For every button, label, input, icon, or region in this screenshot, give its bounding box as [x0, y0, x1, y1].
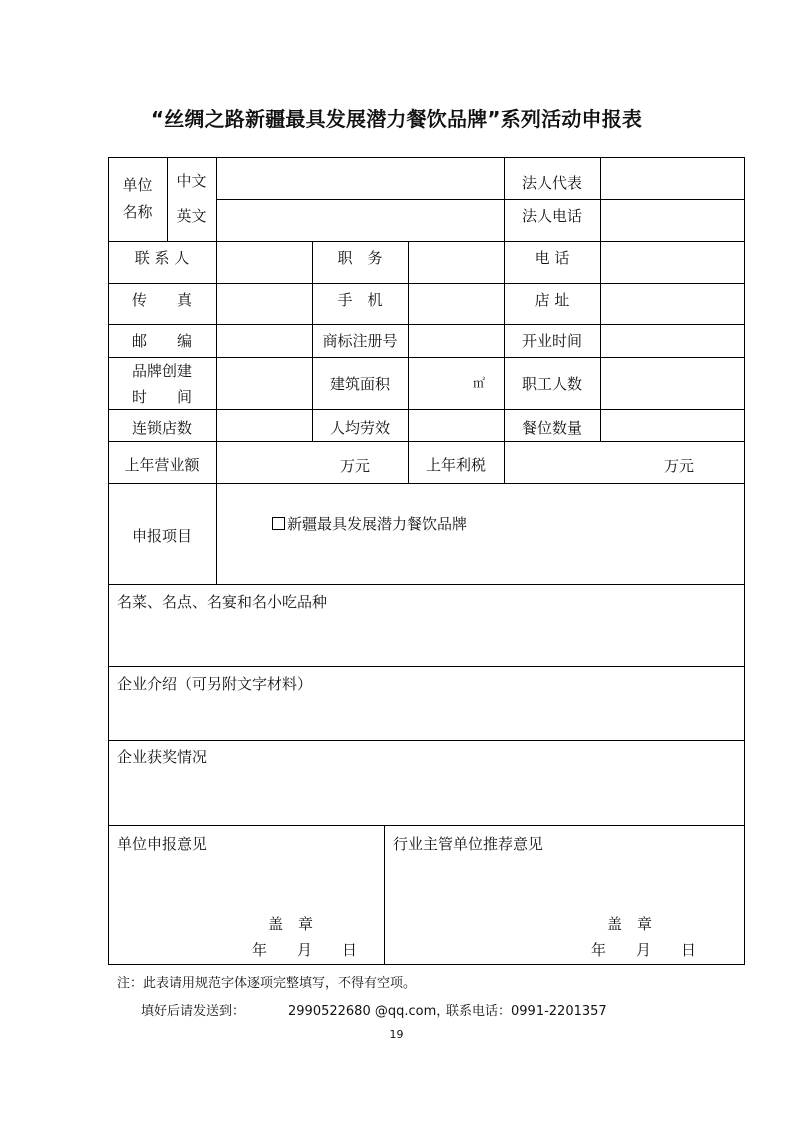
apply-item-option-label: 新疆最具发展潜力餐饮品牌 — [287, 515, 468, 533]
contact-email[interactable]: 2990522680 @qq.com， — [288, 1004, 450, 1019]
english-name-field[interactable] — [217, 200, 503, 241]
open-time-field[interactable] — [601, 325, 743, 357]
address-field[interactable] — [601, 284, 743, 324]
divider — [216, 483, 217, 584]
seal-left: 盖 章 — [268, 915, 314, 933]
checkbox-icon[interactable] — [272, 517, 285, 530]
english-label: 英文 — [176, 206, 207, 225]
legal-phone-label: 法人电话 — [521, 206, 582, 225]
dishes-label: 名菜、名点、名宴和名小吃品种 — [117, 593, 328, 611]
tax-field[interactable] — [505, 442, 743, 483]
fax-field[interactable] — [217, 284, 312, 324]
fax-label: 传 真 — [131, 290, 192, 309]
per-capita-field[interactable] — [409, 410, 504, 441]
chinese-label: 中文 — [176, 171, 207, 190]
date-right: 年 月 日 — [591, 941, 697, 959]
contact-field[interactable] — [217, 242, 312, 283]
mobile-label: 手 机 — [337, 290, 383, 309]
page-number: 19 — [389, 1028, 404, 1041]
building-area-label: 建筑面积 — [329, 374, 390, 393]
awards-label: 企业获奖情况 — [117, 748, 208, 766]
contact-label: 联 系 人 — [134, 248, 190, 267]
last-year-revenue-label: 上年营业额 — [124, 455, 200, 474]
tax-unit: 万元 — [664, 457, 695, 475]
application-form — [108, 157, 745, 965]
apply-item-option[interactable] — [272, 513, 467, 534]
postcode-label: 邮 编 — [131, 332, 192, 350]
per-capita-label: 人均劳效 — [329, 418, 390, 437]
footer-note: 注：此表请用规范字体逐项完整填写，不得有空项。 — [117, 976, 417, 991]
chain-stores-label: 连锁店数 — [131, 418, 192, 437]
awards-field[interactable] — [109, 741, 743, 825]
trademark-field[interactable] — [409, 325, 504, 357]
intro-label: 企业介绍（可另附文字材料） — [117, 675, 313, 693]
staff-label: 职工人数 — [521, 374, 582, 393]
seal-right: 盖 章 — [607, 915, 653, 933]
mobile-field[interactable] — [409, 284, 504, 324]
send-to-label: 填好后请发送到： — [141, 1004, 246, 1019]
apply-item-label: 申报项目 — [131, 526, 192, 545]
industry-opinion-label: 行业主管单位推荐意见 — [393, 835, 544, 853]
staff-field[interactable] — [601, 358, 743, 409]
seats-field[interactable] — [601, 410, 743, 441]
phone-field[interactable] — [601, 242, 743, 283]
chain-stores-field[interactable] — [217, 410, 312, 441]
brand-created-label — [108, 359, 216, 409]
divider — [108, 483, 744, 484]
brand-created-line1: 品牌创建 — [131, 362, 192, 380]
unit-label-line1: 单位 — [122, 176, 153, 194]
unit-label-line2: 名称 — [122, 203, 153, 221]
open-time-label: 开业时间 — [521, 332, 582, 350]
last-year-tax-label: 上年利税 — [425, 455, 486, 474]
position-field[interactable] — [409, 242, 504, 283]
brand-created-field[interactable] — [217, 358, 312, 409]
date-left: 年 月 日 — [252, 941, 358, 959]
form-title: “丝绸之路新疆最具发展潜力餐饮品牌”系列活动申报表 — [150, 107, 643, 131]
intro-field[interactable] — [109, 667, 743, 740]
unit-name-label — [108, 169, 167, 229]
legal-phone-field[interactable] — [601, 200, 743, 241]
trademark-label: 商标注册号 — [322, 332, 398, 350]
brand-created-line2: 时 间 — [131, 388, 192, 406]
building-area-field[interactable] — [409, 358, 504, 409]
area-unit: ㎡ — [473, 376, 486, 390]
postcode-field[interactable] — [217, 325, 312, 357]
address-label: 店 址 — [534, 290, 570, 309]
revenue-field[interactable] — [217, 442, 408, 483]
dishes-field[interactable] — [109, 585, 743, 666]
legal-rep-label: 法人代表 — [521, 173, 582, 192]
unit-opinion-label: 单位申报意见 — [117, 835, 208, 853]
revenue-unit: 万元 — [340, 457, 371, 475]
phone-label: 电 话 — [534, 248, 570, 267]
contact-phone: 联系电话：0991-2201357 — [446, 1004, 607, 1019]
position-label: 职 务 — [337, 248, 383, 267]
seats-label: 餐位数量 — [521, 418, 582, 437]
chinese-name-field[interactable] — [217, 158, 503, 199]
legal-rep-field[interactable] — [601, 158, 743, 199]
